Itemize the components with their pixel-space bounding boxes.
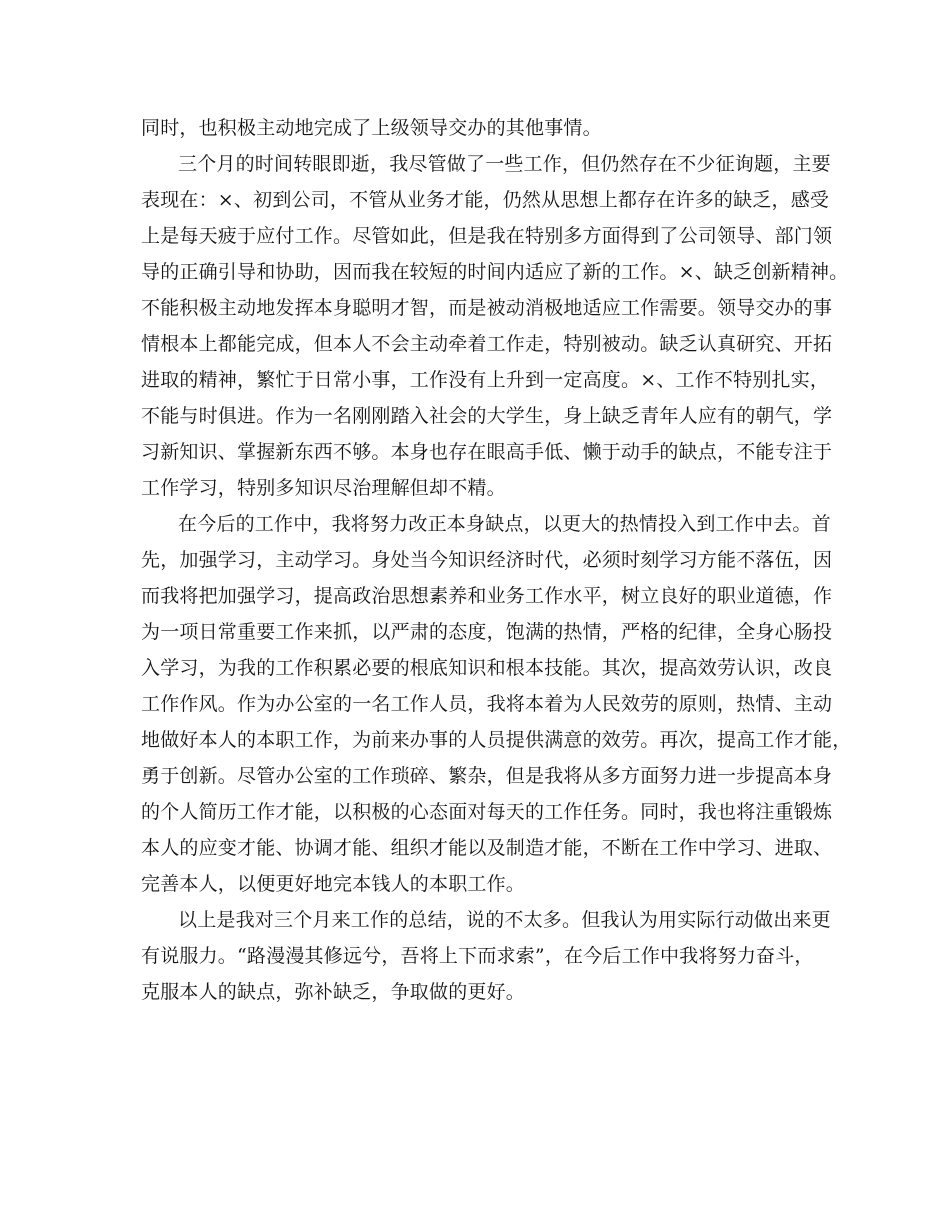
text-line: 先，加强学习，主动学习。身处当今知识经济时代，必须时刻学习方能不落伍，因 <box>141 549 833 571</box>
text-line: 表现在：×、初到公司，不管从业务才能，仍然从思想上都存在许多的缺乏，感受 <box>141 189 830 211</box>
text-line: 本人的应变才能、协调才能、组织才能以及制造才能，不断在工作中学习、进取、 <box>141 837 833 859</box>
text-line: 完善本人，以便更好地完本钱人的本职工作。 <box>141 873 526 895</box>
text-line: 的个人简历工作才能，以积极的心态面对每天的工作任务。同时，我也将注重锻炼 <box>141 801 833 823</box>
text-line: 导的正确引导和协助，因而我在较短的时间内适应了新的工作。×、缺乏创新精神。 <box>141 261 849 283</box>
text-line: 工作学习，特别多知识尽治理解但却不精。 <box>141 477 506 499</box>
text-line: 上是每天疲于应付工作。尽管如此，但是我在特别多方面得到了公司领导、部门领 <box>141 225 833 247</box>
text-line: 为一项日常重要工作来抓，以严肃的态度，饱满的热情，严格的纪律，全身心肠投 <box>141 621 833 643</box>
paragraph-first-line: 三个月的时间转眼即逝，我尽管做了一些工作，但仍然存在不少征询题，主要 <box>178 153 831 175</box>
text-line: 情根本上都能完成，但本人不会主动牵着工作走，特别被动。缺乏认真研究、开拓 <box>141 333 833 355</box>
text-line: 进取的精神，繁忙于日常小事，工作没有上升到一定高度。×、工作不特别扎实， <box>141 369 830 391</box>
text-line: 同时，也积极主动地完成了上级领导交办的其他事情。 <box>141 117 602 139</box>
text-line: 入学习，为我的工作积累必要的根底知识和根本技能。其次，提高效劳认识，改良 <box>141 657 833 679</box>
text-line: 工作作风。作为办公室的一名工作人员，我将本着为人民效劳的原则，热情、主动 <box>141 693 833 715</box>
text-line: 习新知识、掌握新东西不够。本身也存在眼高手低、懒于动手的缺点，不能专注于 <box>141 441 833 463</box>
text-line: 勇于创新。尽管办公室的工作琐碎、繁杂，但是我将从多方面努力进一步提高本身 <box>141 765 833 787</box>
text-line: 而我将把加强学习，提高政治思想素养和业务工作水平，树立良好的职业道德，作 <box>141 585 833 607</box>
paragraph-first-line: 以上是我对三个月来工作的总结，说的不太多。但我认为用实际行动做出来更 <box>178 909 831 931</box>
text-line: 不能与时俱进。作为一名刚刚踏入社会的大学生，身上缺乏青年人应有的朝气，学 <box>141 405 833 427</box>
text-line: 不能积极主动地发挥本身聪明才智，而是被动消极地适应工作需要。领导交办的事 <box>141 297 833 319</box>
text-line: 地做好本人的本职工作，为前来办事的人员提供满意的效劳。再次，提高工作才能， <box>141 729 852 751</box>
paragraph-first-line: 在今后的工作中，我将努力改正本身缺点，以更大的热情投入到工作中去。首 <box>178 513 831 535</box>
text-line: 克服本人的缺点，弥补缺乏，争取做的更好。 <box>141 981 526 1003</box>
text-line: 有说服力。“路漫漫其修远兮，吾将上下而求索”，在今后工作中我将努力奋斗， <box>141 945 814 967</box>
